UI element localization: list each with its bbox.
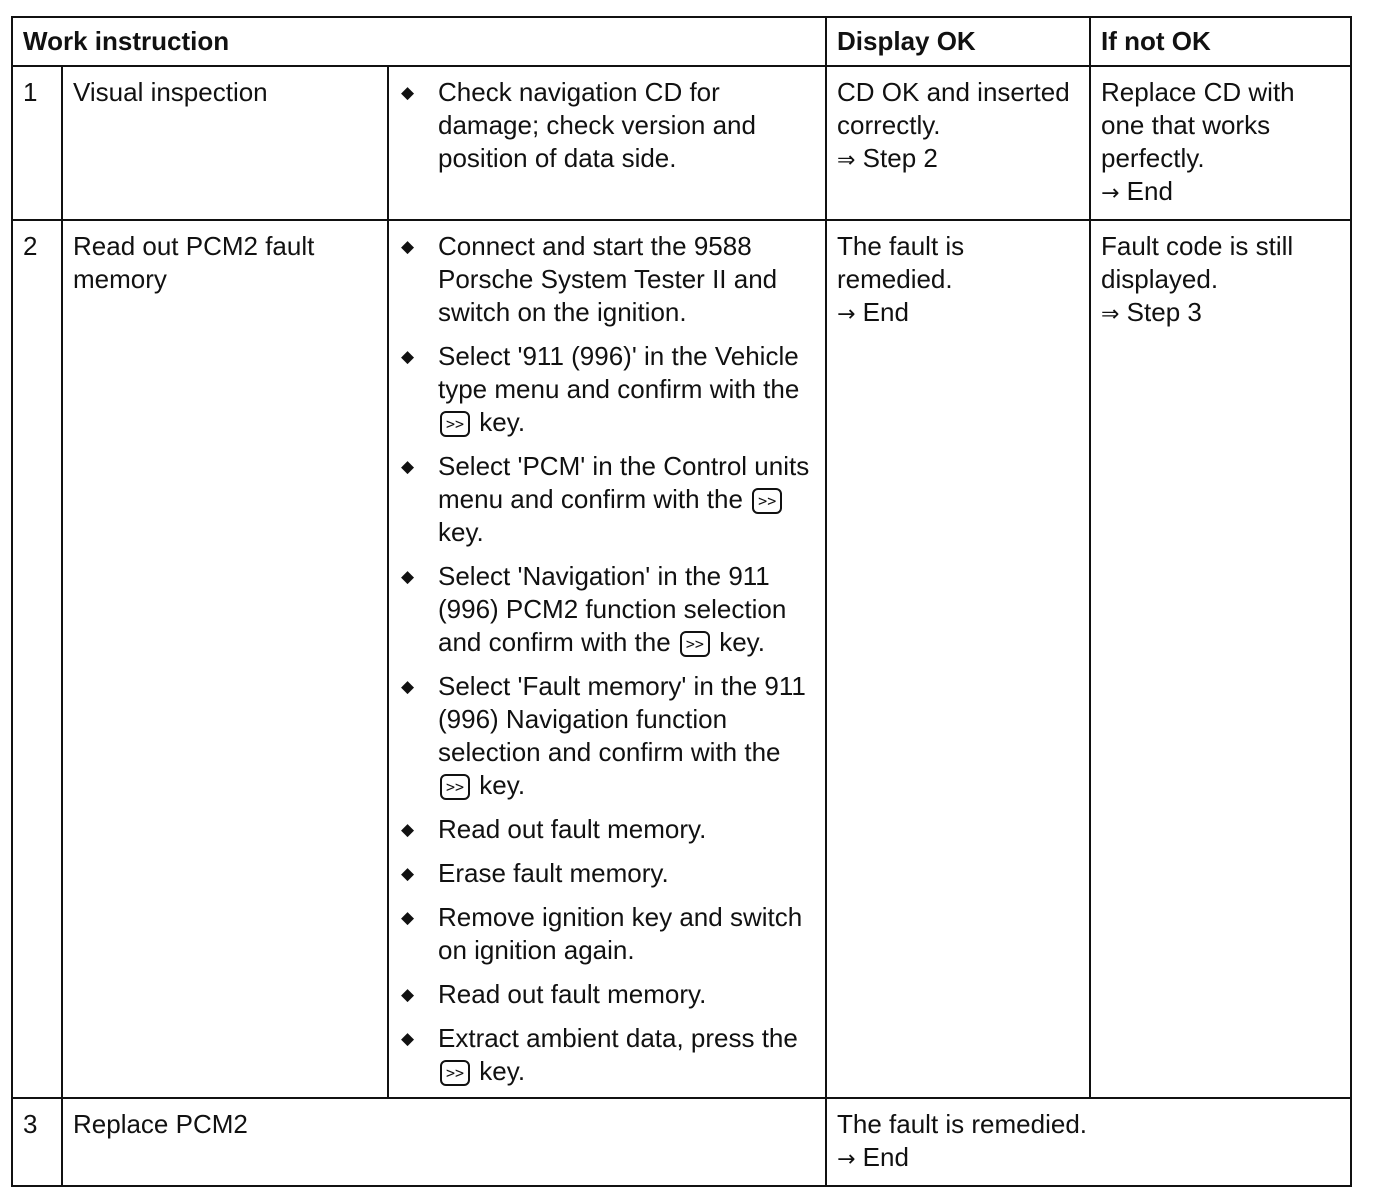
action-text: Select 'PCM' in the Control units menu and confirm with the (438, 451, 810, 514)
action-text-after: key. (438, 517, 484, 547)
list-item (399, 340, 815, 439)
list-item (399, 230, 815, 329)
header-work-instruction: Work instruction (12, 17, 826, 66)
diamond-bullet-icon: ◆ (401, 457, 415, 476)
diamond-bullet-icon: ◆ (401, 1029, 415, 1048)
ok-target: End (862, 297, 909, 327)
diamond-bullet-icon: ◆ (401, 677, 415, 696)
action-text: Select 'Navigation' in the 911 (996) PCM2 function selection and confirm with the (438, 561, 787, 657)
step-title: Replace PCM2 (62, 1098, 826, 1186)
step-actions (388, 220, 826, 1098)
display-ok-cell (826, 220, 1090, 1098)
table-row (12, 220, 1351, 1098)
ok-text: CD OK and inserted correctly. (837, 77, 1070, 140)
list-item (399, 901, 815, 967)
not-ok-target: Step 3 (1126, 297, 1202, 327)
list-item (399, 670, 815, 802)
list-item (399, 76, 815, 175)
double-arrow-icon: ⇒ (837, 148, 856, 173)
list-item (399, 813, 815, 846)
header-if-not-ok: If not OK (1090, 17, 1351, 66)
double-arrow-icon: ⇒ (1101, 302, 1120, 327)
table-row (12, 1098, 1351, 1186)
action-text: Select 'Fault memory' in the 911 (996) Navigation function selection and confirm with the (438, 671, 806, 767)
list-item (399, 978, 815, 1011)
ok-target: Step 2 (862, 143, 938, 173)
diamond-bullet-icon: ◆ (401, 864, 415, 883)
work-instruction-table (11, 16, 1352, 1187)
header-display-ok: Display OK (826, 17, 1090, 66)
action-text: Select '911 (996)' in the Vehicle type menu and confirm with the (438, 341, 800, 404)
table-row (12, 66, 1351, 220)
step-number: 2 (12, 220, 62, 1098)
diamond-bullet-icon: ◆ (401, 567, 415, 586)
ok-text: The fault is remedied. (837, 231, 965, 294)
ok-text: The fault is remedied. (837, 1109, 1088, 1139)
list-item (399, 1022, 815, 1088)
not-ok-text: Replace CD with one that works perfectly. (1101, 77, 1295, 173)
diamond-bullet-icon: ◆ (401, 83, 415, 102)
diamond-bullet-icon: ◆ (401, 908, 415, 927)
diamond-bullet-icon: ◆ (401, 347, 415, 366)
forward-key-icon: >> (440, 411, 470, 437)
action-text: Read out fault memory. (438, 979, 707, 1009)
action-text: Erase fault memory. (438, 858, 669, 888)
diamond-bullet-icon: ◆ (401, 985, 415, 1004)
step-title: Visual inspection (62, 66, 388, 220)
action-text-after: key. (479, 770, 526, 800)
action-text: Connect and start the 9588 Porsche System Tester II and switch on the ignition. (438, 231, 778, 327)
diamond-bullet-icon: ◆ (401, 237, 415, 256)
action-text-after: key. (719, 627, 765, 657)
arrow-icon: → (837, 1147, 856, 1172)
forward-key-icon: >> (440, 774, 470, 800)
action-text: Remove ignition key and switch on ignition again. (438, 902, 803, 965)
not-ok-cell (1090, 66, 1351, 220)
step-actions (388, 66, 826, 220)
step-number: 1 (12, 66, 62, 220)
list-item (399, 560, 815, 659)
forward-key-icon: >> (680, 631, 710, 657)
not-ok-target: End (1126, 176, 1173, 206)
forward-key-icon: >> (752, 488, 782, 514)
not-ok-cell (1090, 220, 1351, 1098)
list-item (399, 450, 815, 549)
arrow-icon: → (837, 302, 856, 327)
ok-target: End (862, 1142, 909, 1172)
action-text: Read out fault memory. (438, 814, 707, 844)
diamond-bullet-icon: ◆ (401, 820, 415, 839)
action-text-after: key. (479, 1056, 526, 1086)
action-text: Extract ambient data, press the (438, 1023, 798, 1053)
step-number: 3 (12, 1098, 62, 1186)
not-ok-text: Fault code is still displayed. (1101, 231, 1294, 294)
action-text: Check navigation CD for damage; check version and position of data side. (438, 77, 756, 173)
header-row (12, 17, 1351, 66)
action-text-after: key. (479, 407, 526, 437)
display-ok-cell (826, 1098, 1351, 1186)
arrow-icon: → (1101, 181, 1120, 206)
forward-key-icon: >> (440, 1060, 470, 1086)
list-item (399, 857, 815, 890)
display-ok-cell (826, 66, 1090, 220)
step-title: Read out PCM2 fault memory (62, 220, 388, 1098)
